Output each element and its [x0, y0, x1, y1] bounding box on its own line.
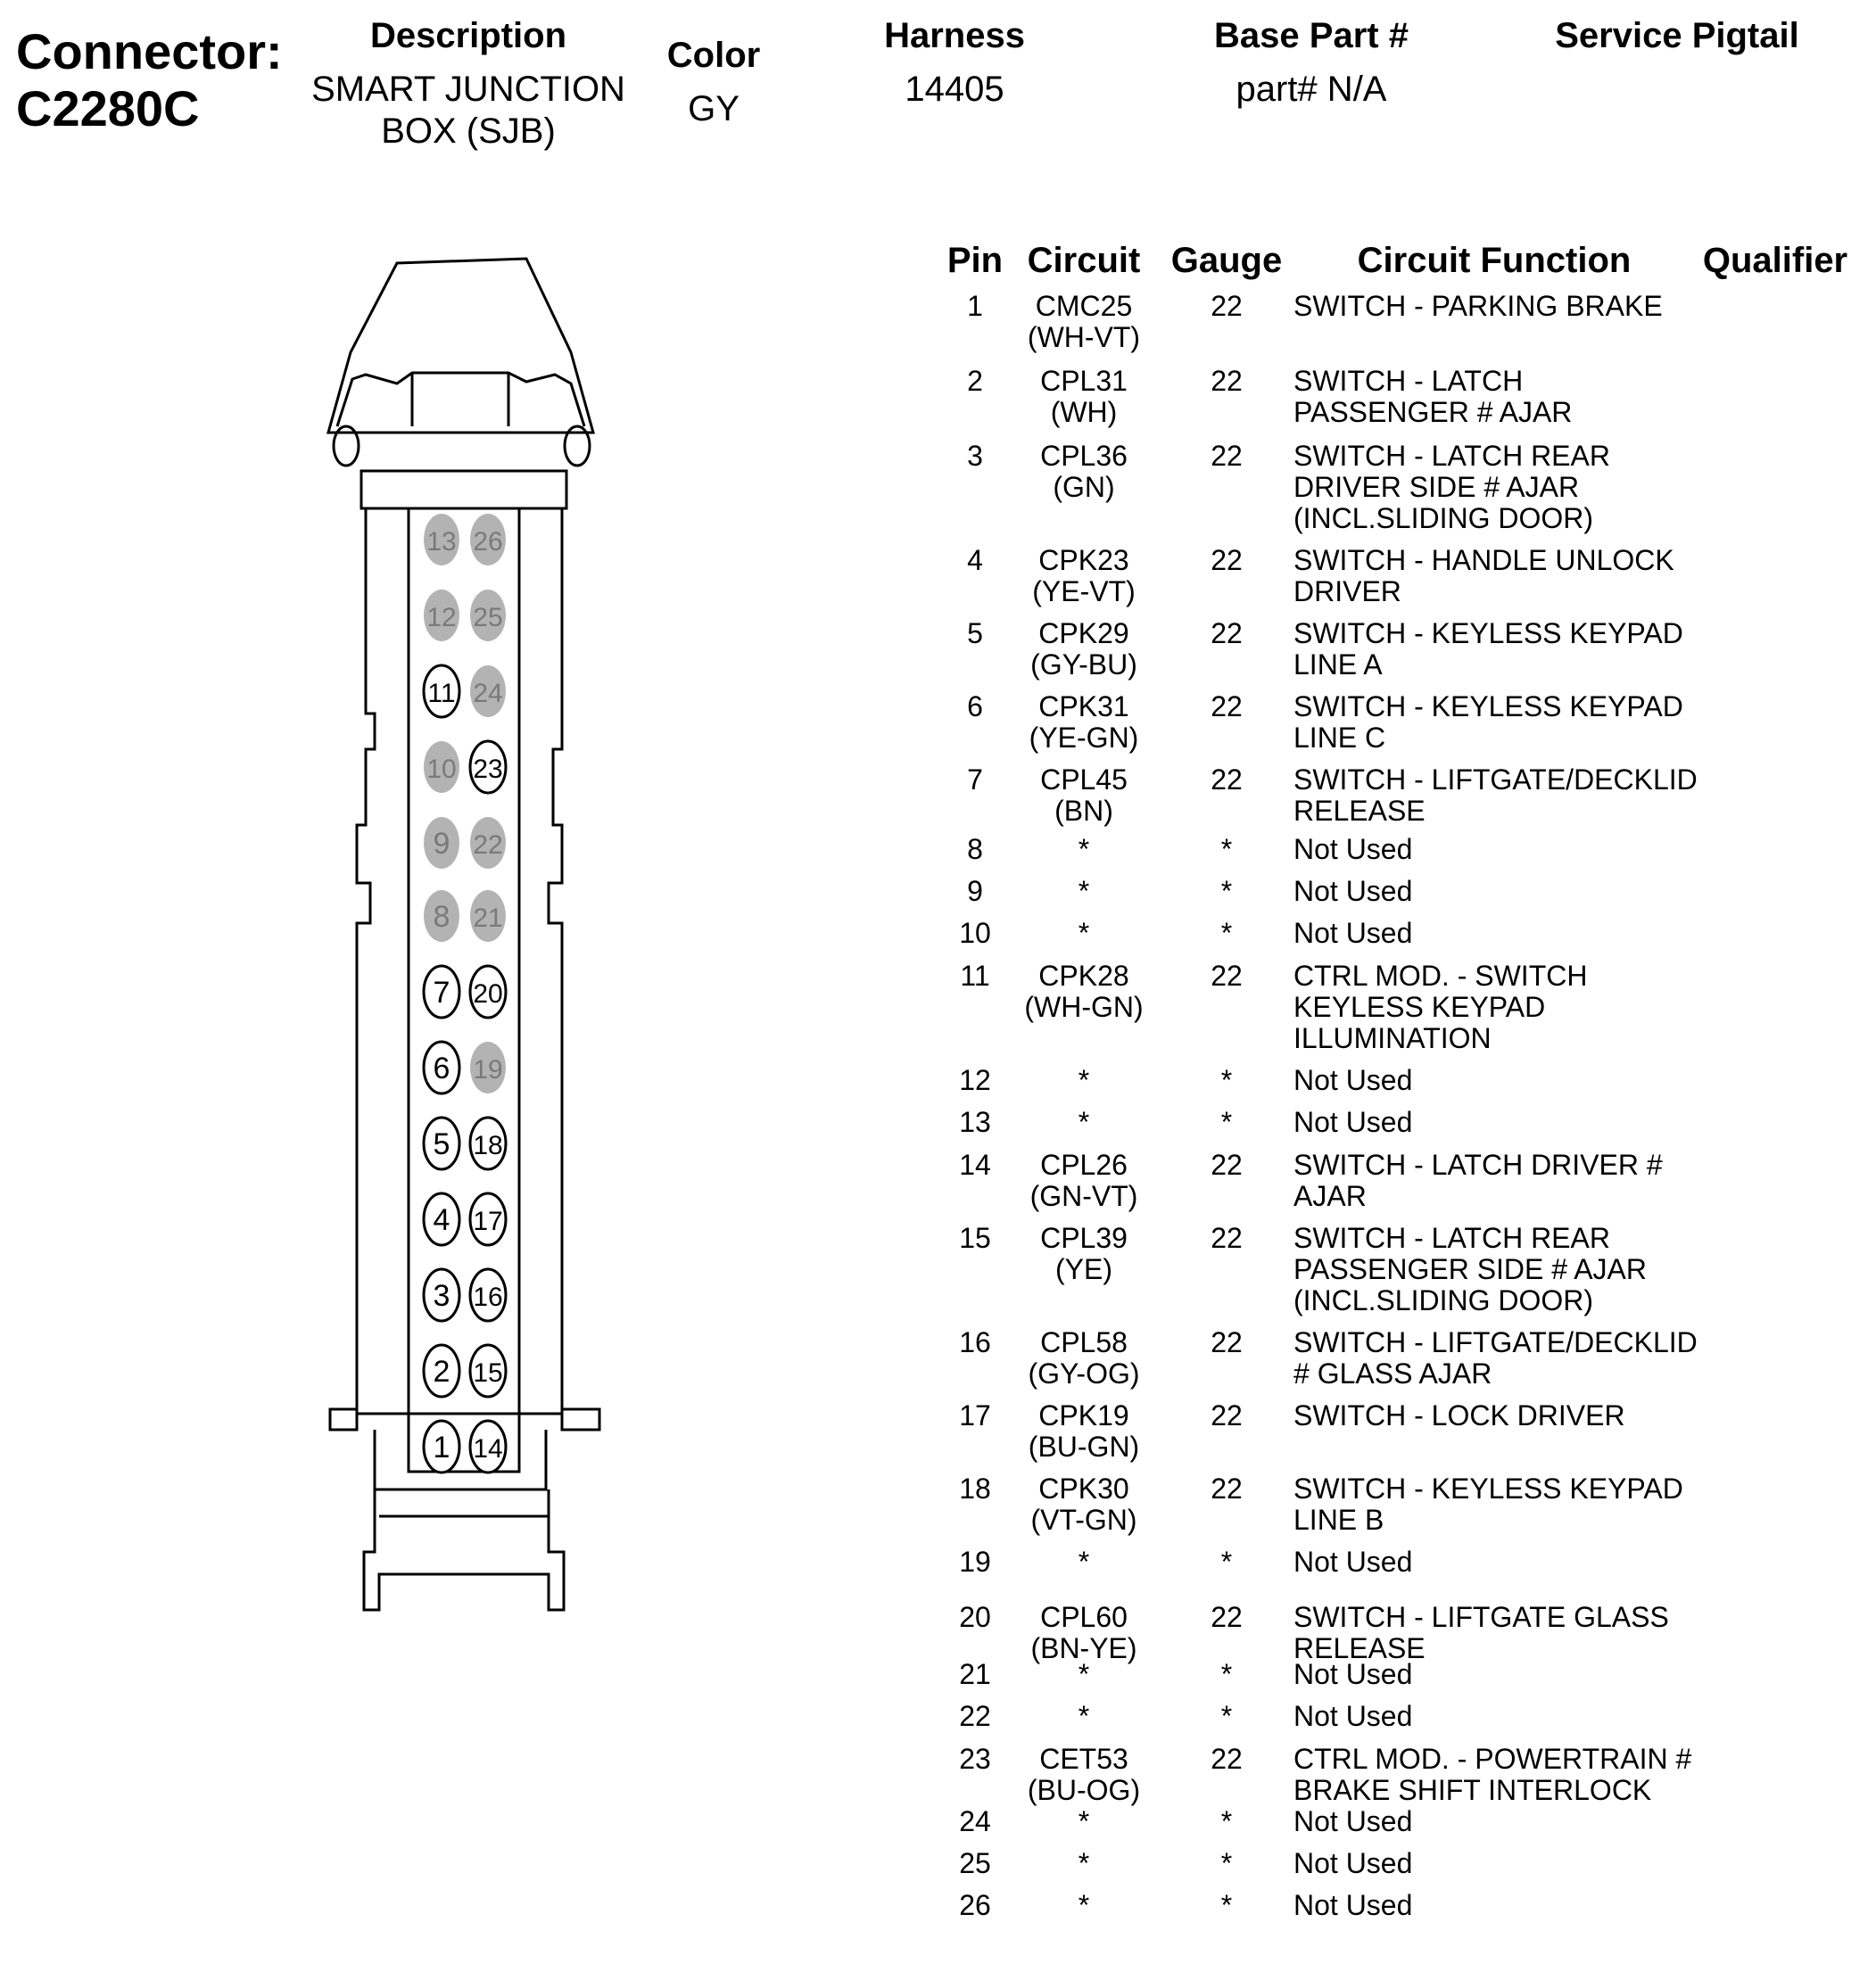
- pin-number: 25: [959, 1847, 991, 1879]
- pin-cavity-label: 13: [426, 527, 457, 557]
- circuit-code: CPL45: [1040, 763, 1128, 796]
- wire-color: (GY-OG): [1028, 1357, 1140, 1390]
- pin-number: 9: [967, 875, 983, 907]
- harness-value: 14405: [905, 70, 1004, 109]
- pin-number: 11: [960, 960, 990, 992]
- pin-number: 24: [959, 1805, 991, 1837]
- circuit-code: *: [1078, 1889, 1090, 1921]
- circuit-code: CPK31: [1038, 690, 1129, 722]
- pin-cavity-label: 8: [433, 900, 450, 934]
- wire-gauge: *: [1220, 833, 1233, 865]
- wire-gauge: 22: [1211, 544, 1243, 576]
- circuit-code: *: [1078, 1546, 1090, 1578]
- service-pigtail-title: Service Pigtail: [1555, 16, 1799, 55]
- circuit-code: *: [1078, 917, 1090, 949]
- pin-cavity-label: 24: [473, 679, 503, 708]
- wire-color: (BU-GN): [1028, 1431, 1140, 1463]
- pin-cavity-label: 1: [433, 1431, 450, 1465]
- wire-gauge: *: [1220, 1847, 1233, 1879]
- circuit-code: CPL26: [1040, 1149, 1128, 1181]
- pin-cavity-label: 7: [433, 976, 450, 1010]
- pin-cavity-label: 25: [473, 603, 503, 632]
- pin-cavity-label: 15: [473, 1358, 503, 1388]
- pin-cavity-label: 17: [473, 1207, 503, 1236]
- pin-cavity-label: 22: [473, 830, 503, 860]
- circuit-function: Not Used: [1293, 1889, 1413, 1921]
- wire-gauge: 22: [1211, 1222, 1243, 1254]
- wire-gauge: 22: [1211, 440, 1243, 472]
- circuit-code: *: [1078, 1658, 1090, 1690]
- pin-number: 13: [959, 1106, 991, 1138]
- circuit-function: Not Used: [1293, 833, 1413, 865]
- pin-number: 20: [959, 1601, 991, 1633]
- pin-cavity-label: 20: [473, 979, 503, 1009]
- pin-number: 15: [959, 1222, 991, 1254]
- circuit-code: *: [1078, 1805, 1090, 1837]
- pin-number: 8: [967, 833, 983, 865]
- wire-gauge: 22: [1211, 1149, 1243, 1181]
- circuit-function: SWITCH - LIFTGATE/DECKLID # GLASS AJAR: [1293, 1326, 1698, 1390]
- column-header-circuit: Circuit: [1027, 241, 1141, 280]
- circuit-function: SWITCH - LOCK DRIVER: [1293, 1399, 1625, 1432]
- circuit-function: SWITCH - KEYLESS KEYPAD LINE A: [1293, 617, 1683, 681]
- wire-color: (BN): [1054, 795, 1113, 827]
- harness-title: Harness: [884, 16, 1025, 55]
- pin-number: 18: [959, 1473, 991, 1505]
- pin-cavity-label: 3: [433, 1279, 450, 1313]
- base-part-title: Base Part #: [1214, 16, 1409, 55]
- circuit-function: Not Used: [1293, 1064, 1413, 1096]
- pin-number: 19: [959, 1546, 991, 1578]
- column-header-pin: Pin: [946, 241, 1004, 280]
- wire-gauge: 22: [1211, 365, 1243, 397]
- pin-number: 12: [959, 1064, 991, 1096]
- wire-color: (YE-GN): [1029, 722, 1139, 754]
- wire-gauge: *: [1220, 917, 1233, 949]
- column-header-circuit-function: Circuit Function: [1357, 241, 1632, 280]
- pin-cavity-label: 5: [433, 1127, 450, 1161]
- wire-gauge: 22: [1211, 763, 1243, 796]
- circuit-code: CPK28: [1038, 960, 1129, 992]
- connector-label: Connector:: [16, 23, 283, 79]
- circuit-code: *: [1078, 875, 1090, 907]
- circuit-function: SWITCH - LIFTGATE/DECKLID RELEASE: [1293, 763, 1698, 827]
- pin-cavity-label: 6: [433, 1052, 450, 1085]
- circuit-function: SWITCH - LATCH DRIVER # AJAR: [1293, 1149, 1663, 1212]
- wire-gauge: 22: [1211, 690, 1243, 722]
- wire-gauge: 22: [1211, 617, 1243, 649]
- pin-number: 4: [967, 544, 983, 576]
- circuit-code: CPK19: [1038, 1399, 1129, 1432]
- pin-cavity-label: 9: [433, 827, 450, 861]
- pin-number: 3: [967, 440, 983, 472]
- pin-number: 26: [959, 1889, 991, 1921]
- column-header-gauge: Gauge: [1170, 241, 1283, 280]
- circuit-function: SWITCH - LIFTGATE GLASS RELEASE: [1293, 1601, 1669, 1664]
- wire-color: (GN): [1053, 471, 1115, 503]
- description-title: Description: [369, 16, 567, 55]
- wire-gauge: 22: [1211, 1326, 1243, 1358]
- wire-color: (VT-GN): [1030, 1504, 1137, 1536]
- pin-cavity-label: 10: [426, 755, 457, 784]
- pin-number: 23: [959, 1743, 991, 1775]
- circuit-code: CMC25: [1035, 290, 1133, 322]
- wire-color: (WH-GN): [1024, 991, 1144, 1023]
- wire-color: (BN-YE): [1030, 1632, 1137, 1664]
- circuit-code: CPL36: [1040, 440, 1128, 472]
- circuit-function: Not Used: [1293, 1847, 1413, 1879]
- wire-gauge: *: [1220, 1546, 1233, 1578]
- base-part-value: part# N/A: [1236, 70, 1387, 109]
- wire-gauge: 22: [1211, 1743, 1243, 1775]
- circuit-function: CTRL MOD. - SWITCH KEYLESS KEYPAD ILLUMINATION: [1293, 960, 1588, 1054]
- circuit-code: *: [1078, 1700, 1090, 1732]
- wire-gauge: 22: [1211, 1473, 1243, 1505]
- description-line-2: BOX (SJB): [381, 111, 556, 151]
- wire-gauge: *: [1220, 875, 1233, 907]
- circuit-function: Not Used: [1293, 1546, 1413, 1578]
- wire-gauge: *: [1220, 1106, 1233, 1138]
- pin-cavity-label: 21: [473, 903, 503, 933]
- circuit-code: CPK23: [1038, 544, 1129, 576]
- wire-gauge: 22: [1211, 290, 1243, 322]
- circuit-code: CPL58: [1040, 1326, 1128, 1358]
- circuit-function: Not Used: [1293, 1700, 1413, 1732]
- wire-gauge: *: [1220, 1700, 1233, 1732]
- circuit-code: *: [1078, 1106, 1090, 1138]
- circuit-function: Not Used: [1293, 875, 1413, 907]
- wire-color: (YE-VT): [1032, 575, 1136, 607]
- wire-color: (GN-VT): [1029, 1180, 1138, 1212]
- pin-number: 7: [967, 763, 983, 796]
- pin-cavity-label: 2: [433, 1355, 450, 1389]
- color-title: Color: [666, 36, 761, 75]
- wire-color: (GY-BU): [1030, 648, 1137, 681]
- pin-cavity-label: 23: [473, 755, 503, 784]
- circuit-code: CPL60: [1040, 1601, 1128, 1633]
- connector-id: C2280C: [16, 80, 200, 136]
- pin-number: 22: [959, 1700, 991, 1732]
- circuit-code: CPK29: [1038, 617, 1129, 649]
- circuit-function: SWITCH - HANDLE UNLOCK DRIVER: [1293, 544, 1674, 607]
- circuit-code: *: [1078, 1064, 1090, 1096]
- circuit-function: SWITCH - KEYLESS KEYPAD LINE C: [1293, 690, 1683, 754]
- circuit-function: Not Used: [1293, 1658, 1413, 1690]
- circuit-code: CPK30: [1038, 1473, 1129, 1505]
- pin-number: 17: [959, 1399, 991, 1432]
- wire-gauge: *: [1220, 1064, 1233, 1096]
- wire-gauge: *: [1220, 1658, 1233, 1690]
- description-line-1: SMART JUNCTION: [311, 70, 625, 109]
- wire-color: (WH-VT): [1027, 321, 1141, 353]
- circuit-function: SWITCH - LATCH REAR DRIVER SIDE # AJAR (INCL.SLIDING DOOR): [1293, 440, 1610, 534]
- circuit-function: CTRL MOD. - POWERTRAIN # BRAKE SHIFT INTERLOCK: [1293, 1743, 1692, 1806]
- pin-cavity-label: 26: [473, 527, 503, 557]
- circuit-code: *: [1078, 833, 1090, 865]
- pin-cavity-label: 16: [473, 1283, 503, 1312]
- wire-gauge: 22: [1211, 1399, 1243, 1432]
- circuit-function: SWITCH - LATCH REAR PASSENGER SIDE # AJAR (INCL.SLIDING DOOR): [1293, 1222, 1647, 1316]
- pin-cavity-label: 11: [427, 679, 456, 708]
- wire-gauge: *: [1220, 1805, 1233, 1837]
- circuit-code: CPL31: [1040, 365, 1128, 397]
- pin-cavity-label: 14: [473, 1434, 503, 1464]
- wire-color: (WH): [1050, 396, 1118, 428]
- color-value: GY: [688, 89, 740, 128]
- pin-cavity-label: 12: [426, 603, 457, 632]
- pin-number: 21: [959, 1658, 991, 1690]
- pin-number: 6: [967, 690, 983, 722]
- pin-number: 16: [959, 1326, 991, 1358]
- pin-number: 14: [959, 1149, 991, 1181]
- pin-number: 10: [959, 917, 991, 949]
- pin-number: 2: [967, 365, 983, 397]
- circuit-code: CET53: [1039, 1743, 1128, 1775]
- wire-color: (BU-OG): [1027, 1774, 1141, 1806]
- circuit-function: Not Used: [1293, 917, 1413, 949]
- pin-cavity-label: 19: [473, 1055, 503, 1085]
- pin-cavity-label: 4: [433, 1203, 450, 1237]
- pin-cavity-label: 18: [473, 1131, 503, 1160]
- circuit-function: SWITCH - KEYLESS KEYPAD LINE B: [1293, 1473, 1683, 1536]
- circuit-function: Not Used: [1293, 1106, 1413, 1138]
- wire-gauge: *: [1220, 1889, 1233, 1921]
- circuit-code: CPL39: [1040, 1222, 1128, 1254]
- wire-color: (YE): [1055, 1253, 1112, 1285]
- column-header-qualifier: Qualifier: [1702, 241, 1848, 280]
- pin-number: 5: [967, 617, 983, 649]
- wire-gauge: 22: [1211, 1601, 1243, 1633]
- circuit-function: SWITCH - PARKING BRAKE: [1293, 290, 1663, 322]
- circuit-code: *: [1078, 1847, 1090, 1879]
- circuit-function: Not Used: [1293, 1805, 1413, 1837]
- circuit-function: SWITCH - LATCH PASSENGER # AJAR: [1293, 365, 1573, 428]
- pin-number: 1: [967, 290, 983, 322]
- wire-gauge: 22: [1211, 960, 1243, 992]
